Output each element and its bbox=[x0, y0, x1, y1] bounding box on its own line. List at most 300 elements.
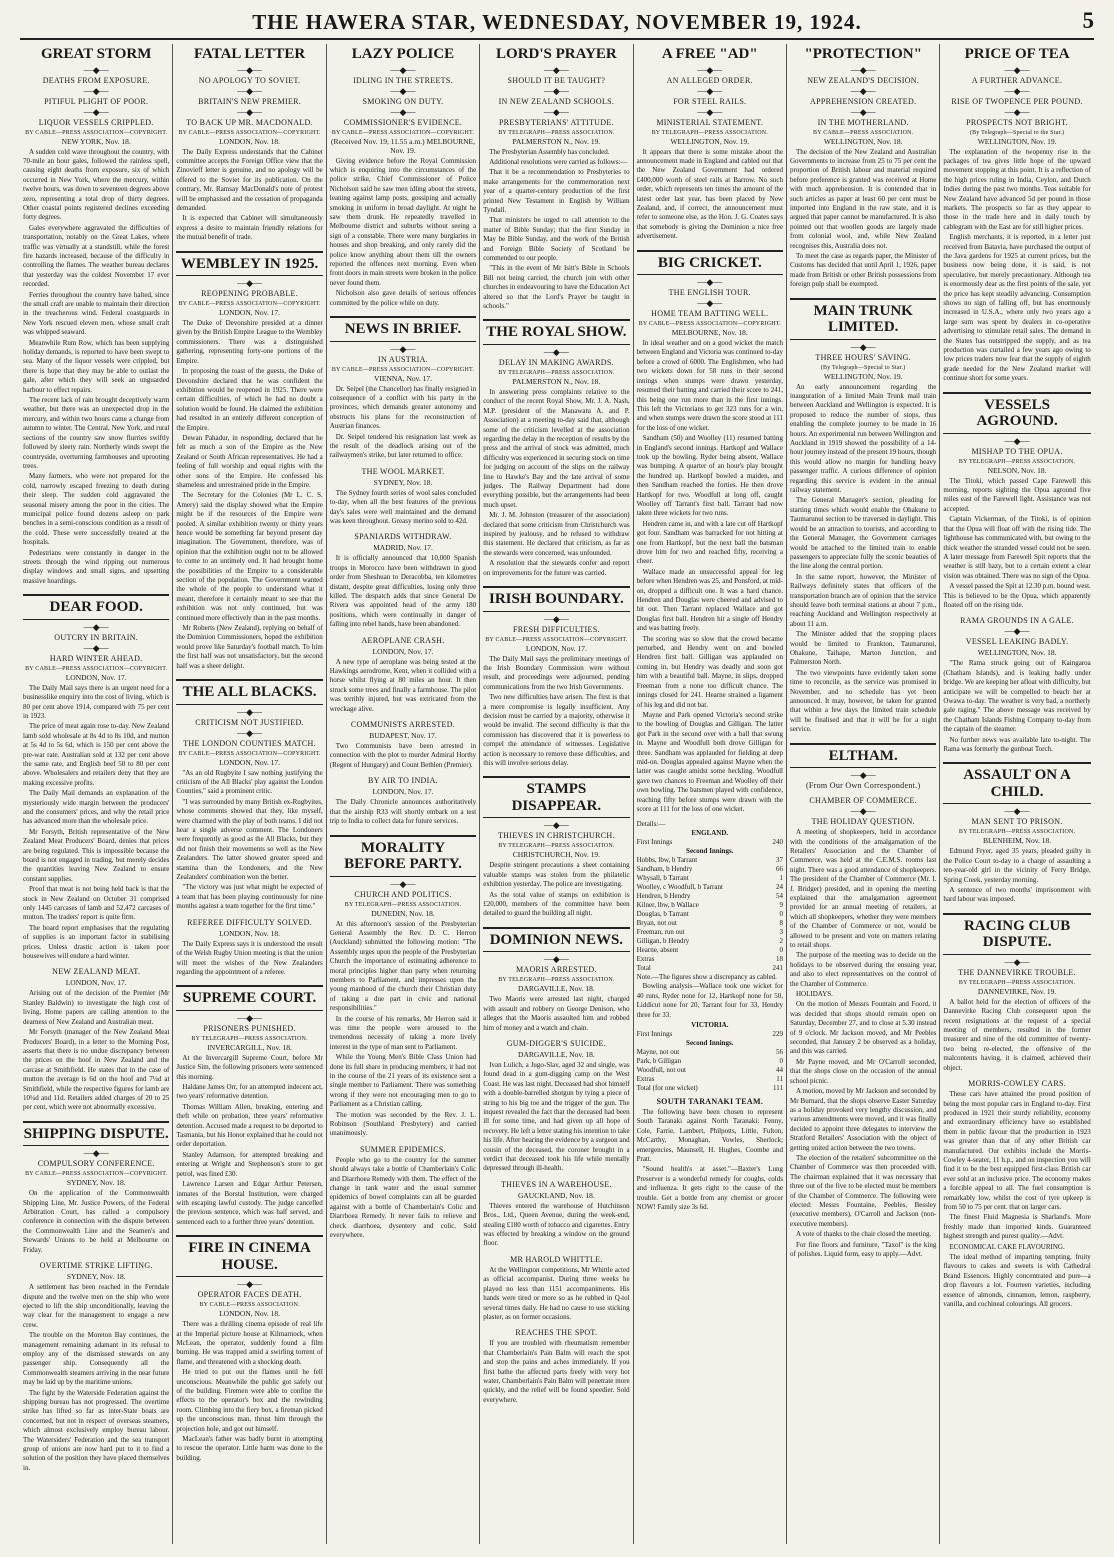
press-credit: BY TELEGRAPH—PRESS ASSOCIATION. bbox=[958, 458, 1076, 465]
dateline: WELLINGTON, Nov. 18. bbox=[977, 648, 1057, 658]
batsman-row bbox=[637, 901, 783, 910]
sub-headline: THE LONDON COUNTIES MATCH. bbox=[183, 738, 316, 748]
paragraph: HOLIDAYS. bbox=[796, 990, 833, 999]
sub-headline: REACHES THE SPOT. bbox=[515, 1328, 598, 1338]
deck-divider: —◆— bbox=[237, 64, 263, 75]
paragraph: Giving evidence before the Royal Commission which is enquiring into the circumstances of the police strike, Chief Commissioner of Police Nicholson said he saw men idling about the streets, leaning against lamp posts, gossiping and actually smoking in uniform in broad daylight. At night he saw them drunk. He repeatedly travelled in Melbourne district and suburbs without seeing a sign of a constable. There were many burglaries in houses and shop breaking, and only rarely did the police know anything about them till the owners reported the offences next morning. Even when front doors in main streets were broken in the police never found them. bbox=[329, 156, 477, 287]
paragraph: At the Wellington competitions, Mr Whittle acted as official accompanist. During three weeks he played no less than 1151 accompaniments. His hands were tired or more so as he rubbed in Q-tol several times daily. He had no cause to use sticking plaster, as on former occasions. bbox=[483, 1265, 630, 1321]
paragraph: "This in the event of Mr Isitt's Bible in Schools Bill not being carried, the church join with other churches in endeavouring to have the Education Act altered so that the Lord's Prayer be taught in schools." bbox=[483, 264, 630, 310]
paragraph: People who go to the country for the summer should always take a bottle of Chamberlain's Colic and Diarrhoea Remedy with them. The effect of the change in tank water and the usual summer epidemics of bowel complaints can all be guarded against with a bottle of Chamberlain's Colic and Diarrhoea Remedy. It never fails to relieve and check diarrhoea, dysentery and colic. Sold everywhere. bbox=[329, 1155, 477, 1240]
headline: LORD'S PRAYER bbox=[496, 46, 617, 62]
sub-headline: THIEVES IN CHRISTCHURCH. bbox=[498, 831, 615, 841]
paragraph: The Daily Mail demands an explanation of the mysteriously wide margin between the producers' and the consumers' prices, and why the retail price has advanced more than the wholesale price. bbox=[23, 789, 170, 826]
press-credit: BY CABLE—PRESS ASSOCIATION. bbox=[813, 129, 914, 136]
sub-headline: HARD WINTER AHEAD. bbox=[49, 653, 143, 663]
paragraph: "As an old Rugbyite I saw nothing justifying the criticism of the All Blacks' play against the London Counties," said a prominent critic. bbox=[176, 768, 323, 796]
paragraph: Gales everywhere aggravated the difficulties of transportation, notably on the Great Lakes, where traffic was virtually at a standstill, while the forest fire hazards increased, because of the difficulty in controlling the flames. The weather bureau declares that yesterday was the coldest November 17 ever recorded. bbox=[23, 223, 170, 289]
dateline: INVERCARGILL, Nov. 18. bbox=[207, 1042, 292, 1052]
paragraph: A vote of thanks to the chair closed the meeting. bbox=[796, 1230, 932, 1239]
paragraph: "The Rama struck going out of Kaingaroa (Chatham Islands), and is leaking badly under bridge. We are keeping her afloat with difficulty, but anticipate we will be compelled to beach her at Owawa to-day. The weather is very bad, a northerly gale raging." The above message was received by the Chatham Islands Fishing Company to-day from the captain of the steamer. bbox=[943, 659, 1091, 734]
masthead bbox=[20, 8, 1094, 40]
paragraph: Proof that meat is not being held back is that the stock in New Zealand on October 31 comprised only 1445 carcases of lamb and 52,472 carcases of mutton. The traders' report is quite firm. bbox=[23, 885, 170, 922]
deck-divider: —◆— bbox=[237, 106, 263, 117]
article-body bbox=[330, 798, 476, 826]
deck-divider: —◆— bbox=[543, 64, 569, 75]
paragraph: Captain Vickerman, of the Titoki, is of opinion that the Opua will float off with the rising tide. The lighthouse has communicated with, but owing to the thick weather the stranded vessel could not be seen. A later message from Farewell Spit reports that the weather is still hazy, but to a certain extent a clear vision was obtained. There was no sign of the Opua. bbox=[943, 515, 1091, 580]
batsman-row bbox=[637, 955, 783, 964]
paragraph: Mayne and Park opened Victoria's second strike to the bowling of Douglas and Gilligan. The latter got Park in the second over with a ball that swung in. Mayne and Woodfull both drove Gilligan for three. Sandham was applauded for fielding at deep mid-on. Douglas appealed against Mayne when the latter was caught amidst some heckling. Woodfull gave two chances to Freeman and Woolley off their own bowling. The batsmen played with confidence, reaching fifty before stumps were drawn with the score at 111 for the loss of one wicket. bbox=[636, 710, 783, 813]
article bbox=[330, 467, 476, 527]
batsman-runs: 66 bbox=[775, 865, 783, 874]
paragraph: It is officially announced that 10,000 Spanish troops in Morocco have been withdrawn in good order from Sheshuan to Deracobba, ten kilometres distant, despite great difficulties, losing only three killed. The despatch adds that since General De Rivera was appointed head of the army 180 positions, which were continually in danger of falling into rebel hands, have been abandoned. bbox=[329, 554, 477, 629]
batsman-name: Extras bbox=[636, 1075, 655, 1083]
batsman-row bbox=[637, 874, 783, 883]
paragraph: Mr Roberts (New Zealand), replying on behalf of the Dominion Commissioners, hoped the exhibition would prove like Saturday's football match. To him the first half was not unsatisfactory, but the second half was a sheer delight. bbox=[176, 624, 323, 670]
deck-divider: —◆— bbox=[850, 64, 876, 75]
paragraph: The motion was seconded by the Rev. J. L. Robinson (Southland Presbytery) and carried unanimously. bbox=[329, 1110, 477, 1138]
paragraph: Ferries throughout the country have halted, since the small craft are unable to maintain their direction in the treacherous wind. Federal coastguards in New York rescued eleven men, whose small craft was whipped seaward. bbox=[23, 290, 170, 337]
headline: THE ALL BLACKS. bbox=[176, 679, 322, 705]
team-name: VICTORIA. bbox=[691, 1021, 729, 1029]
press-credit: BY CABLE—PRESS ASSOCIATION—COPYRIGHT. bbox=[25, 129, 168, 136]
dateline: GAUCKLAND, Nov. 18. bbox=[517, 1190, 595, 1200]
deck-divider: —◆— bbox=[697, 106, 723, 117]
article-body bbox=[483, 861, 629, 918]
paragraph: Mr Forsyth (manager of the New Zealand Meat Producers' Board), in a letter to the Morning Post, asserts that there is no undue discrepancy between the prices on the hoof in New Zealand and the carcase at Smithfield. He states that in the case of mutton the average is 6d on the hoof and 7¼d at Smithfield, while the respective figures for lamb are 10¼d and 11d. Retailers added charges of 20 to 25 per cent, which were not abnormally excessive. bbox=[23, 1028, 170, 1112]
sub-headline: PRISONERS PUNISHED. bbox=[203, 1023, 296, 1033]
sub-headline: CHURCH AND POLITICS. bbox=[354, 889, 452, 899]
sub-headline: REFEREE DIFFICULTY SOLVED. bbox=[187, 917, 313, 927]
paragraph: The two viewpoints have evidently taken some time to reconcile, as the service was promised in November, and no schedule has yet been announced. It may, however, be taken for granted that within a few days the limited train schedule will be finalised and that it will be for a night service. bbox=[790, 668, 937, 734]
paragraph: The scoring was so slow that the crowd became perturbed, and Hendry went on and bowled Hendren first ball. Gilligan was applauded on coming in, but Hendry was deadly and soon got him with a beautiful ball. Mayne, in slips, dropped Freeman from a none too difficult chance. The innings closed for 241. Hearne strained a ligament of his leg and did not bat. bbox=[636, 634, 783, 709]
article-body bbox=[330, 554, 476, 629]
paragraph: The General Manager's section, pleading for starting times which would enable the Ohakune to Taumarunui section to be traversed in daylight. This would be an attraction to tourists, and according to the General Manager, the Government carriages would be attached to the limited train to enable passengers to appreciate fully the scenic beauties of the line along the central portion. bbox=[790, 496, 937, 571]
article-body bbox=[330, 157, 476, 309]
paragraph: The Secretary for the Colonies (Mr L. C. S. Amery) said the display showed what the Empire might be if the resources of the Empire were pooled. A similar exhibition twenty or thirty years hence would be something far beyond present day imagination. The Government, therefore, was of opinion that the exhibition ought not to be allowed to come to an untimely end. It had brought home the possibilities of the Empire to a considerable section of the population. The Government wanted the whole of the people to understand what it meant, therefore it certainly meant to see that the exhibition was not only continued, but was continued more effectively than in the past months. bbox=[176, 491, 323, 622]
article bbox=[330, 316, 476, 461]
batsman-name: Hendren, b Hendry bbox=[636, 892, 691, 901]
paragraph: A vessel passed the Spit at 12.30 p.m. bound west. This is believed to be the Opua, which apparently floated off on the rising tide. bbox=[943, 582, 1091, 609]
paragraph: He tried to put out the flames until he fell unconscious. Meanwhile the public got safely out of the building. Firemen were able to confine the effects to the operator's box and the rewinding room. Climbing into the fiery box, a fireman picked up the unconscious man, thrust him through the projection hole, and got out himself. bbox=[176, 1368, 323, 1433]
paragraph: A sentence of two months' imprisonment with hard labour was imposed. bbox=[943, 886, 1091, 904]
article-body bbox=[943, 998, 1090, 1073]
deck-divider: —◆— bbox=[1004, 435, 1030, 446]
paragraph: In ideal weather and on a good wicket the match between England and Victoria was continued to-day before a crowd of 6000. The Englishmen, who had two wickets down for 58 runs in their second innings when stumps were drawn yesterday, resumed their batting and carried their score to 241, this being one run more than in the first innings. This left the Victorians to get 323 runs for a win, and when stumps were drawn the score stood at 111 for the loss of one wicket. bbox=[636, 339, 783, 432]
paragraph: To meet the case as regards paper, the Minister of Customs has decided that until April 1, 1926, paper made from British or other British possessions from foreign pulp shall be exempted. bbox=[790, 251, 937, 289]
article-body bbox=[330, 385, 476, 461]
sub-headline: A FURTHER ADVANCE. bbox=[971, 75, 1063, 85]
headline: DOMINION NEWS. bbox=[483, 927, 629, 953]
sub-headline: THE WOOL MARKET. bbox=[361, 466, 445, 476]
deck-divider: —◆— bbox=[543, 613, 569, 624]
batsman-row bbox=[637, 1066, 783, 1075]
article bbox=[943, 762, 1090, 904]
column-7 bbox=[940, 44, 1093, 1544]
article bbox=[23, 594, 169, 961]
sub-headline: SHOULD IT BE TAUGHT? bbox=[507, 75, 606, 85]
batsman-name: Hearne, absent bbox=[636, 946, 679, 955]
innings-total: 229 bbox=[772, 1030, 783, 1038]
innings-row bbox=[637, 1030, 783, 1039]
article-body bbox=[330, 1156, 476, 1241]
article-body bbox=[637, 1108, 783, 1212]
dateline: WELLINGTON, Nov. 19. bbox=[823, 371, 903, 381]
batsman-runs: 3 bbox=[779, 928, 783, 937]
article bbox=[943, 913, 1090, 1073]
article bbox=[790, 796, 936, 1259]
sub-headline: APPREHENSION CREATED. bbox=[810, 96, 917, 106]
dateline: BUDAPEST, Nov. 17. bbox=[369, 731, 437, 741]
dateline: LONDON, Nov. 17. bbox=[65, 978, 127, 988]
press-credit: BY CABLE—PRESS ASSOCIATION—COPYRIGHT. bbox=[25, 665, 168, 672]
paragraph: The decision of the New Zealand and Australian Governments to increase from 25 to 75 per cent the proportion of British labour and material required before preference is granted was received at Home with much apprehension. It is contended that in such articles as paper at least 60 per cent must be imported into England in the raw state, and it is argued that paper cannot be manufactured. It is also pointed out that woollen goods are largely made from colonial wool, and, while New Zealand recognises this, Australia does not. bbox=[790, 147, 937, 250]
deck-divider: —◆— bbox=[237, 278, 263, 289]
article-body bbox=[23, 684, 169, 962]
batsman-name: Bryan, not out bbox=[636, 919, 677, 928]
batsman-name: Woodfull, not out bbox=[636, 1066, 687, 1074]
batsman-row bbox=[637, 1048, 783, 1057]
press-credit: BY CABLE—PRESS ASSOCIATION—COPYRIGHT. bbox=[638, 321, 781, 328]
deck-divider: —◆— bbox=[83, 1148, 109, 1159]
sub-headline: THREE HOURS' SAVING. bbox=[815, 352, 911, 362]
paragraph: Haldane James Orr, for an attempted indecent act, two years' reformative detention. bbox=[176, 1083, 323, 1101]
dateline: LONDON, Nov. 17. bbox=[65, 672, 127, 682]
paragraph: While the Young Men's Bible Class Union had done its full share in producing members, it had not in the course of the 21 years of its existence sent a single member to Parliament. There was something wrong if they were not encouraging men to go to Parliament as a Christian calling. bbox=[329, 1053, 477, 1109]
article bbox=[330, 835, 476, 1139]
dateline: LONDON, Nov. 18. bbox=[219, 1309, 281, 1319]
press-credit: BY TELEGRAPH—PRESS ASSOCIATION. bbox=[498, 129, 615, 136]
dateline: CHRISTCHURCH, Nov. 19. bbox=[512, 850, 600, 860]
dateline: MADRID, Nov. 17. bbox=[373, 543, 433, 553]
paragraph: The explanation of the twopenny rise in the packages of tea gives little hope of the upward movement stopping at this point. It is a reflection of the high prices ruling in India, Ceylon, and Dutch Indies during the past two months. Teas suitable for New Zealand have advanced 5d per pound in those markets. The prospects so far as they appear to those in the trade here and in daily touch by cablegram with the East are for still higher prices. bbox=[943, 147, 1091, 231]
dateline: WELLINGTON, Nov. 19. bbox=[670, 136, 750, 146]
sub-headline: MAORIS ARRESTED. bbox=[515, 965, 597, 975]
paragraph: It appears that there is some mistake about the announcement made in England and cabled out that the New Zealand Government had ordered £400,000 worth of steel rails at Barrow. No such order, which represents ten times the amount of the latest order last year, has been placed by New Zealand, and, if correct, the announcement must refer to someone else, as the Hon. J. G. Coates says that somebody is giving the Dominion a nice free advertisement. bbox=[636, 147, 783, 241]
batsman-row bbox=[637, 910, 783, 919]
headline: STAMPS DISAPPEAR. bbox=[483, 776, 629, 818]
paragraph: There was a thrilling cinema episode of real life at the Imperial picture house at Kilmarnock, when McLean, the operator, suddenly found a film burning. He was trapped amid a swirling torrent of flame, and threatened with a shocking death. bbox=[176, 1320, 323, 1366]
batsman-runs: 24 bbox=[775, 883, 783, 892]
article-body bbox=[790, 828, 936, 1259]
headline: FIRE IN CINEMA HOUSE. bbox=[176, 1235, 322, 1277]
dateline: NEW YORK, Nov. 18. bbox=[61, 136, 131, 146]
article bbox=[330, 532, 476, 629]
headline: ASSAULT ON A CHILD. bbox=[943, 762, 1090, 804]
batsman-name: Freeman, run out bbox=[636, 928, 685, 937]
sub-headline: SUMMER EPIDEMICS. bbox=[359, 1144, 446, 1154]
paragraph: An early announcement regarding the inauguration of a limited Main Trunk mail train between Auckland and Wellington is expected. It is proposed to reduce the number of stops, thus enabling the complete journey to be made in 16 hours. An experimental run between Wellington and Auckland in 1919 showed the possibility of a 14-hour journey instead of the present 19 hours, though this would allow no margin for handling heavy passenger traffic. A curious difference of opinion regarding this service is evident in the annual railway statement. bbox=[790, 382, 937, 495]
article bbox=[483, 776, 629, 918]
dateline: SYDNEY, Nov. 18. bbox=[66, 1178, 126, 1188]
article-body bbox=[483, 1266, 629, 1322]
article bbox=[943, 392, 1090, 611]
deck-divider: —◆— bbox=[83, 64, 109, 75]
paragraph: MacLean's father was badly burnt in attempting to rescue the operator. Little harm was done to the building. bbox=[176, 1435, 323, 1462]
dateline: LONDON, Nov. 17. bbox=[219, 308, 281, 318]
headline: SUPREME COURT. bbox=[176, 985, 322, 1011]
batsman-runs: 37 bbox=[775, 856, 783, 865]
sub-headline: THIEVES IN A WAREHOUSE. bbox=[501, 1179, 612, 1189]
paragraph: The Presbyterian Assembly has concluded. bbox=[489, 147, 610, 156]
paragraph: Bowling analysis—Wallace took one wicket for 40 runs, Ryder none for 12, Hartkopf none for 50, Liddicut none for 20, Tarrant four for 33, Hendry three for 33. bbox=[636, 982, 783, 1019]
sub-headline: NEW ZEALAND'S DECISION. bbox=[807, 75, 920, 85]
paragraph: The ideal method of imparting tempting, fruity flavours to cakes and sweets is with Cathedral Brand Essences. Highly concentrated and pure—a drop flavours a lot. Fourteen varieties, including essence of almonds, cinnamon, lemon, raspberry, vanilla, and cochineal colourings. All grocers. bbox=[943, 1253, 1091, 1309]
batsman-name: Extras bbox=[636, 955, 655, 964]
paragraph: The board report emphasises that the regulating of supplies is an important factor in stabilising prices. Unless drastic action is taken poor housewives will endure a hard winter. bbox=[23, 923, 170, 961]
press-credit: (By Telegraph—Special to the Star.) bbox=[969, 129, 1065, 136]
press-credit: BY CABLE—PRESS ASSOCIATION—COPYRIGHT. bbox=[25, 1171, 168, 1178]
article bbox=[23, 967, 169, 1112]
article bbox=[483, 46, 629, 311]
article-body bbox=[330, 920, 476, 1139]
article bbox=[176, 918, 322, 978]
article bbox=[790, 298, 936, 735]
paragraph: Edmund Fryer, aged 35 years, pleaded guilty in the Police Court to-day to a charge of assaulting a ten-year-old girl in the vicinity of Ferry Bridge, Spring Creek, yesterday morning. bbox=[943, 847, 1091, 884]
sub-headline: (From Our Own Correspondent.) bbox=[805, 781, 921, 791]
sub-headline: MR HAROLD WHITTLE. bbox=[510, 1254, 603, 1264]
deck-divider: —◆— bbox=[1004, 806, 1030, 817]
team-name: ENGLAND. bbox=[691, 829, 729, 838]
article-body bbox=[637, 148, 783, 242]
press-credit: BY CABLE—PRESS ASSOCIATION. bbox=[199, 1302, 300, 1309]
article bbox=[176, 1235, 322, 1463]
paragraph: A settlement has been reached in the Ferndale dispute and the twelve men on the ship who were ejected to lift the ship unconditionally, leaving the way clear for the management to engage a new crew. bbox=[23, 1283, 170, 1329]
paragraph: "I was surrounded by many British ex-Rugbyites, whose comments showed that they, like myself, were charmed with the play of both teams. I did not hear a single adverse comment. The Londoners were frequently as good as the All Blacks, but they did not finish their movements so well as the New Zealanders. The latter showed greater speed and stamina than the Londoners, and the New Zealanders' combination won the better. bbox=[176, 797, 323, 882]
paragraph: "The victory was just what might be expected of a team that has been playing continuously for nine months against a team together for the first time." bbox=[176, 883, 323, 911]
paragraph: It is expected that Cabinet will simultaneously express a desire to maintain friendly relations for the mutual benefit of trade. bbox=[176, 214, 323, 242]
sub-headline: THE HOLIDAY QUESTION. bbox=[811, 817, 915, 827]
headline: PRICE OF TEA bbox=[964, 46, 1070, 62]
dateline: DARGAVILLE, Nov. 18. bbox=[518, 984, 595, 994]
article-body bbox=[483, 655, 629, 769]
article-body bbox=[943, 659, 1090, 754]
paragraph: At this afternoon's session of the Presbyterian General Assembly the Rev. D. C. Herron (Auckland) submitted the following motion: "The Assembly urges upon the people of the Presbyterian Church the importance of estimating adherence to moral principles higher than party when returning members to Parliament, and impresses upon the young manhood of the church their Christian duty of taking a due part in civic and national responsibilities." bbox=[329, 919, 477, 1013]
cricket-scorecard bbox=[637, 820, 783, 1093]
article-body bbox=[943, 477, 1090, 611]
deck-divider: —◆— bbox=[697, 277, 723, 288]
paragraph: Mr Payne moved, and Mr O'Carroll seconded, that the shops close on the occasion of the annual school picnic. bbox=[790, 1057, 937, 1085]
batsman-name: Park, b Gilligan bbox=[636, 1057, 682, 1065]
article bbox=[483, 1180, 629, 1249]
paragraph: The purpose of the meeting was to decide on the holidays to be observed during the ensuing year, and also to elect representatives on the control of the Chamber of Commerce. bbox=[790, 951, 937, 988]
deck-divider: —◆— bbox=[83, 85, 109, 96]
article bbox=[943, 616, 1090, 754]
press-credit: BY CABLE—PRESS ASSOCIATION—COPYRIGHT. bbox=[331, 129, 475, 136]
sub-headline: TO BACK UP MR. MACDONALD. bbox=[186, 117, 313, 127]
paragraph: Mr Forsyth, British representative of the New Zealand Meat Producers' Board, denies that prices are being regulated. This is impossible because the board is not engaged in trading, but merely decides the quantities leaving New Zealand to ensure constant supplies. bbox=[23, 827, 170, 883]
dateline: VIENNA, Nov. 17. bbox=[373, 373, 433, 383]
batsman-name: Woolley, c Woodfull, b Tarrant bbox=[636, 883, 723, 892]
article bbox=[483, 1255, 629, 1322]
deck-divider: —◆— bbox=[697, 64, 723, 75]
deck-divider: —◆— bbox=[850, 341, 876, 352]
article bbox=[330, 720, 476, 770]
article bbox=[483, 319, 629, 578]
batsman-runs: 0 bbox=[779, 910, 783, 919]
deck-divider: —◆— bbox=[83, 106, 109, 117]
headline: SHIPPING DISPUTE. bbox=[23, 1121, 169, 1147]
sub-headline: MINISTERIAL STATEMENT. bbox=[656, 117, 764, 127]
paragraph: That it be a recommendation to Presbyteries to make arrangements for the commemoration next year of a quarter-century production of the first printed New Testament in English by William Tyndall. bbox=[483, 168, 630, 214]
paragraph: Arising out of the decision of the Premier (Mr Stanley Baldwin) to investigate the high cost of living, Home papers are calling attention to the dearness of New Zealand and Australian meat. bbox=[23, 989, 170, 1026]
sub-headline: AEROPLANE CRASH. bbox=[361, 635, 445, 645]
dateline: MELBOURNE, Nov. 18. bbox=[671, 328, 748, 338]
dateline: SYDNEY, Nov. 18. bbox=[66, 1272, 126, 1282]
article bbox=[790, 46, 936, 290]
batsman-name: Total bbox=[636, 964, 651, 973]
paragraph: A motion, moved by Mr Jackson and seconded by Mr Burnard, that the shops observe Easter Saturday as a holiday provoked very lengthy discussion, and various amendments were moved, and it was finally decided to appoint three delegates to interview the Stratford Retailers' Association with the object of getting united action between the two towns. bbox=[790, 1087, 937, 1152]
bowling-analysis bbox=[637, 982, 783, 1020]
paragraph: On the motion of Messrs Fountain and Foord, it was decided that shops should remain open on Saturday, December 27, and to close at 5.30 instead of 9 o'clock. Mr Jackson moved, and Mr Peebles seconded, that January 2 be observed as a holiday, and this was carried. bbox=[790, 1000, 937, 1056]
headline: IRISH BOUNDARY. bbox=[483, 586, 629, 612]
article-body bbox=[637, 339, 783, 814]
sub-headline: SOUTH TARANAKI TEAM. bbox=[656, 1097, 764, 1106]
batsman-runs: 56 bbox=[775, 1048, 783, 1056]
press-credit: BY TELEGRAPH—PRESS ASSOCIATION. bbox=[651, 129, 768, 136]
article-body bbox=[330, 489, 476, 527]
article bbox=[483, 927, 629, 1033]
press-credit: BY TELEGRAPH—PRESS ASSOCIATION. bbox=[958, 979, 1076, 986]
press-credit: BY TELEGRAPH—PRESS ASSOCIATION. bbox=[344, 901, 462, 908]
column-2 bbox=[173, 44, 326, 1544]
article-body bbox=[176, 1054, 322, 1227]
press-credit: BY TELEGRAPH—PRESS ASSOCIATION. bbox=[498, 843, 615, 850]
deck-divider: —◆— bbox=[390, 64, 416, 75]
sub-headline: GUM-DIGGER'S SUICIDE. bbox=[506, 1038, 607, 1048]
batsman-row bbox=[637, 937, 783, 946]
sub-headline: IN AUSTRIA. bbox=[378, 354, 428, 364]
batsman-row bbox=[637, 946, 783, 955]
paragraph: The election of the retailers' subcommittee on the Chamber of Commerce was then proceeded with. The chairman explained that it was necessary that three out of the five to be elected must be members of the Chamber of Commerce. The following were elected: Messrs Fountaine, Peebles, Bessley (executive members), O'Carroll and Jackson (non-executive members). bbox=[790, 1153, 937, 1228]
article-body bbox=[176, 1320, 322, 1463]
paragraph: The finest Fluid Magnesia is Sharland's. More freshly made than imported kinds. Guaranteed highest strength and purest quality.—Advt. bbox=[943, 1213, 1091, 1241]
sub-headline: RISE OF TWOPENCE PER POUND. bbox=[951, 96, 1083, 106]
paragraph: Nicholson also gave details of serious offences committed by the police while on duty. bbox=[329, 289, 477, 307]
batsman-name: Kilner, lbw, b Wallace bbox=[636, 901, 699, 910]
sub-headline: PROSPECTS NOT BRIGHT. bbox=[966, 117, 1068, 127]
column-5 bbox=[634, 44, 787, 1544]
innings-label: Second Innings. bbox=[686, 847, 734, 856]
deck-divider: —◆— bbox=[1004, 106, 1030, 117]
press-credit: BY CABLE—PRESS ASSOCIATION—COPYRIGHT. bbox=[178, 750, 321, 757]
article-body bbox=[23, 148, 169, 587]
headline: NEWS IN BRIEF. bbox=[330, 316, 476, 342]
paragraph: Two new difficulties have arisen. The first is that a mere compromise is legally insufficient. Any decision must be carried by a majority, otherwise it would be invalid. The second difficulty is that the commission has discovered that it is powerless to compel the attendance of witnesses. Legislative action is necessary to remove these difficulties, and this will involve serious delay. bbox=[483, 693, 630, 767]
batsman-runs: 0 bbox=[779, 946, 783, 955]
paragraph: Dr. Seipel (the Chancellor) has finally resigned in consequence of a conflict with his party in the provinces, which demands greater autonomy and obstructs his plans for the reconstruction of Austrian finances. bbox=[329, 384, 477, 431]
dateline: NELSON, Nov. 18. bbox=[987, 465, 1047, 475]
paragraph: Mr. J. M. Johnston (treasurer of the association) declared that some criticism from Christchurch was inspired by jealousy, and he refused to withdraw this statement. He declared that criticism, as far as the stewards were concerned, was unfounded. bbox=[483, 511, 630, 557]
article-body bbox=[483, 148, 629, 312]
batsman-runs: 2 bbox=[779, 937, 783, 946]
sub-headline: NEW ZEALAND MEAT. bbox=[52, 967, 141, 977]
deck-divider: —◆— bbox=[390, 106, 416, 117]
sub-headline: IDLING IN THE STREETS. bbox=[353, 75, 453, 85]
paragraph: In answering press complaints relative to the conduct of the recent Royal Show, Mr. J. A. Nash, M.P. (president of the Manawatu A. and P. Association) at a meeting to-day said that, although some of the criticism levelled at the association regarding the delay in the reception of results by the press and the arrival of stock was admitted, much difficulty was experienced in securing stock on time for judging on account of the slips on the railway line to Hawke's Bay and the late arrival of some judges. The Railway Department had done everything possible, but the arrangements had been much upset. bbox=[483, 387, 630, 509]
batsman-row bbox=[637, 1084, 783, 1093]
paragraph: On the application of the Commonwealth Shipping Line, Mr. Justice Powers, of the Federal Arbitration Court, has called a compulsory conference in connection with the dispute between the Commonwealth Line and the Seamen's and Stewards' Unions to be held at Melbourne on Friday. bbox=[23, 1189, 170, 1254]
paragraph: The Daily Mail says the preliminary meetings of the Irish Boundary Commission were without result, and proceedings were adjourned, pending communications from the two Irish Governments. bbox=[483, 654, 630, 691]
headline: LAZY POLICE bbox=[351, 46, 455, 62]
article-body bbox=[483, 995, 629, 1033]
sub-headline: MORRIS-COWLEY CARS. bbox=[968, 1079, 1067, 1089]
headline: VESSELS AGROUND. bbox=[943, 392, 1090, 434]
article-body bbox=[330, 742, 476, 770]
article bbox=[330, 46, 476, 308]
dateline: LONDON, Nov. 17. bbox=[525, 643, 587, 653]
deck-divider: —◆— bbox=[237, 85, 263, 96]
sub-headline: SPANIARDS WITHDRAW. bbox=[354, 532, 452, 542]
paragraph: Additional resolutions were carried as follows:— bbox=[489, 157, 628, 166]
paragraph: ECONOMICAL CAKE FLAVOURING. bbox=[949, 1242, 1065, 1251]
paragraph: In the course of his remarks, Mr Herron said it was time the people were aroused to the tremendous necessity of taking a more lively interest in the type of man sent to Parliament. bbox=[329, 1014, 477, 1051]
sub-headline: SMOKING ON DUTY. bbox=[362, 96, 444, 106]
paragraph: The Titoki, which passed Cape Farewell this morning, reports sighting the Opua aground five miles east of the Farewell light. Assistance was not accepted. bbox=[943, 476, 1091, 513]
sub-headline: DEATHS FROM EXPOSURE. bbox=[42, 75, 150, 85]
article-body bbox=[23, 1283, 169, 1473]
article-body bbox=[23, 989, 169, 1112]
paragraph: Dr. Seipel tendered his resignation last week as the result of the deadlock arising out of the railwaymen's strike, but later returned to office. bbox=[329, 432, 477, 460]
paragraph: A resolution that the stewards confer and report on improvements for the future was carried. bbox=[483, 559, 630, 577]
deck-divider: —◆— bbox=[237, 1012, 263, 1023]
article bbox=[943, 46, 1090, 384]
batsman-name: Total (for one wicket) bbox=[636, 1084, 698, 1092]
sub-headline: FRESH DIFFICULTIES. bbox=[513, 624, 600, 634]
page-number: 5 bbox=[1082, 8, 1094, 33]
sub-headline: LIQUOR VESSELS CRIPPLED. bbox=[38, 117, 154, 127]
paragraph: Hendren came in, and with a late cut off Hartkopf got four. Sandham was barracked for not hitting at one from Hartkopf, but the next ball the batsman drove him for two and reached fifty, receiving a cheer. bbox=[636, 519, 783, 566]
article-body bbox=[176, 148, 322, 243]
deck-divider: —◆— bbox=[390, 343, 416, 354]
paragraph: In the same report, however, the Minister of Railways definitely states that officers of the transportation branch are of opinion that the service should leave both terminal stations at about 7 p.m., reaching Auckland and Wellington respectively at about 11 a.m. bbox=[790, 572, 937, 628]
deck-divider: —◆— bbox=[850, 806, 876, 817]
article-body bbox=[483, 388, 629, 578]
newspaper-columns bbox=[20, 44, 1094, 1544]
dateline: DANNEVIRKE, Nov. 19. bbox=[977, 986, 1057, 996]
paragraph: Stanley Adamson, for attempted breaking and entering at Wright and Stephenson's store to get petrol, was fined £30. bbox=[176, 1150, 323, 1178]
sub-headline: MISHAP TO THE OPUA. bbox=[971, 446, 1063, 456]
dateline: (Received Nov. 19, 11.55 a.m.) MELBOURNE, Nov. 19. bbox=[330, 136, 475, 155]
newspaper-title: THE HAWERA STAR, WEDNESDAY, NOVEMBER 19, 1924. bbox=[252, 10, 862, 34]
sub-headline: BRITAIN'S NEW PREMIER. bbox=[198, 96, 302, 106]
paragraph: A sudden cold wave throughout the country, with 70-mile an hour gales, followed the rainless spell, causing eight deaths from exposure, six of which occurred in New York, where the mercury, within twelve hours, was down to seventeen degrees above zero, representing a total drop of thirty degrees. Other coastal points registered declines exceeding forty degrees. bbox=[23, 147, 170, 222]
deck-divider: —◆— bbox=[83, 621, 109, 632]
sub-headline: FOR STEEL RAILS. bbox=[673, 96, 747, 106]
sub-headline: REOPENING PROBABLE. bbox=[201, 289, 298, 299]
sub-headline: DELAY IN MAKING AWARDS. bbox=[498, 357, 614, 367]
article bbox=[176, 251, 322, 672]
dateline: DARGAVILLE, Nov. 18. bbox=[518, 1049, 595, 1059]
deck-divider: —◆— bbox=[390, 878, 416, 889]
paragraph: A new type of aeroplane was being tested at the Hawkings aerodrome, Kent, when it collided with a horse whilst flying at 80 miles an hour. It then struck some trees and finally a farmhouse. The pilot was terribly injured, but was extricated from the wreckage alive. bbox=[329, 657, 477, 713]
headline: GREAT STORM bbox=[40, 46, 152, 62]
innings-row bbox=[637, 838, 783, 847]
deck-divider: —◆— bbox=[390, 85, 416, 96]
paragraph: The Daily Mail says there is an urgent need for a businesslike enquiry into the cost of living, which is 80 per cent above 1914, compared with 75 per cent in 1923. bbox=[23, 683, 170, 720]
batsman-runs: 11 bbox=[776, 1075, 783, 1083]
batsman-name: Douglas, b Tarrant bbox=[636, 910, 689, 919]
paragraph: Wallace made an unsuccessful appeal for leg before when Hendren was 25, and Ponsford, at mid-on, dropped a difficult one. It was a hard chance. Hendren and Douglas were cheered and advised to hit out. Then Tarrant replaced Wallace and got Douglas first ball. Hendren hit a single off Hendry and was batting freely. bbox=[636, 567, 783, 633]
paragraph: If you are troubled with rheumatism remember that Chamberlain's Pain Balm will reach the spot and stop the pains and aches immediately. If you first bathe the affected parts freely with very hot water, Chamberlain's Pain Balm will penetrate more quickly, and the relief will be found speedier. Sold everywhere. bbox=[483, 1339, 630, 1404]
column-1 bbox=[20, 44, 173, 1544]
column-4 bbox=[480, 44, 633, 1544]
article bbox=[790, 743, 936, 791]
paragraph: Many farmers, who were not prepared for the cold, narrowly escaped freezing to death during their sleep. The sudden cold aggravated the seasonal misery among the poor in the cities. The municipal police found dozens asleep on park benches in a semi-conscious condition as a result of the cold. These were successfully treated at the hospitals. bbox=[23, 472, 170, 547]
deck-divider: —◆— bbox=[1004, 64, 1030, 75]
deck-divider: —◆— bbox=[1004, 956, 1030, 967]
deck-divider: —◆— bbox=[543, 820, 569, 831]
dateline: WELLINGTON, Nov. 19. bbox=[977, 136, 1057, 146]
